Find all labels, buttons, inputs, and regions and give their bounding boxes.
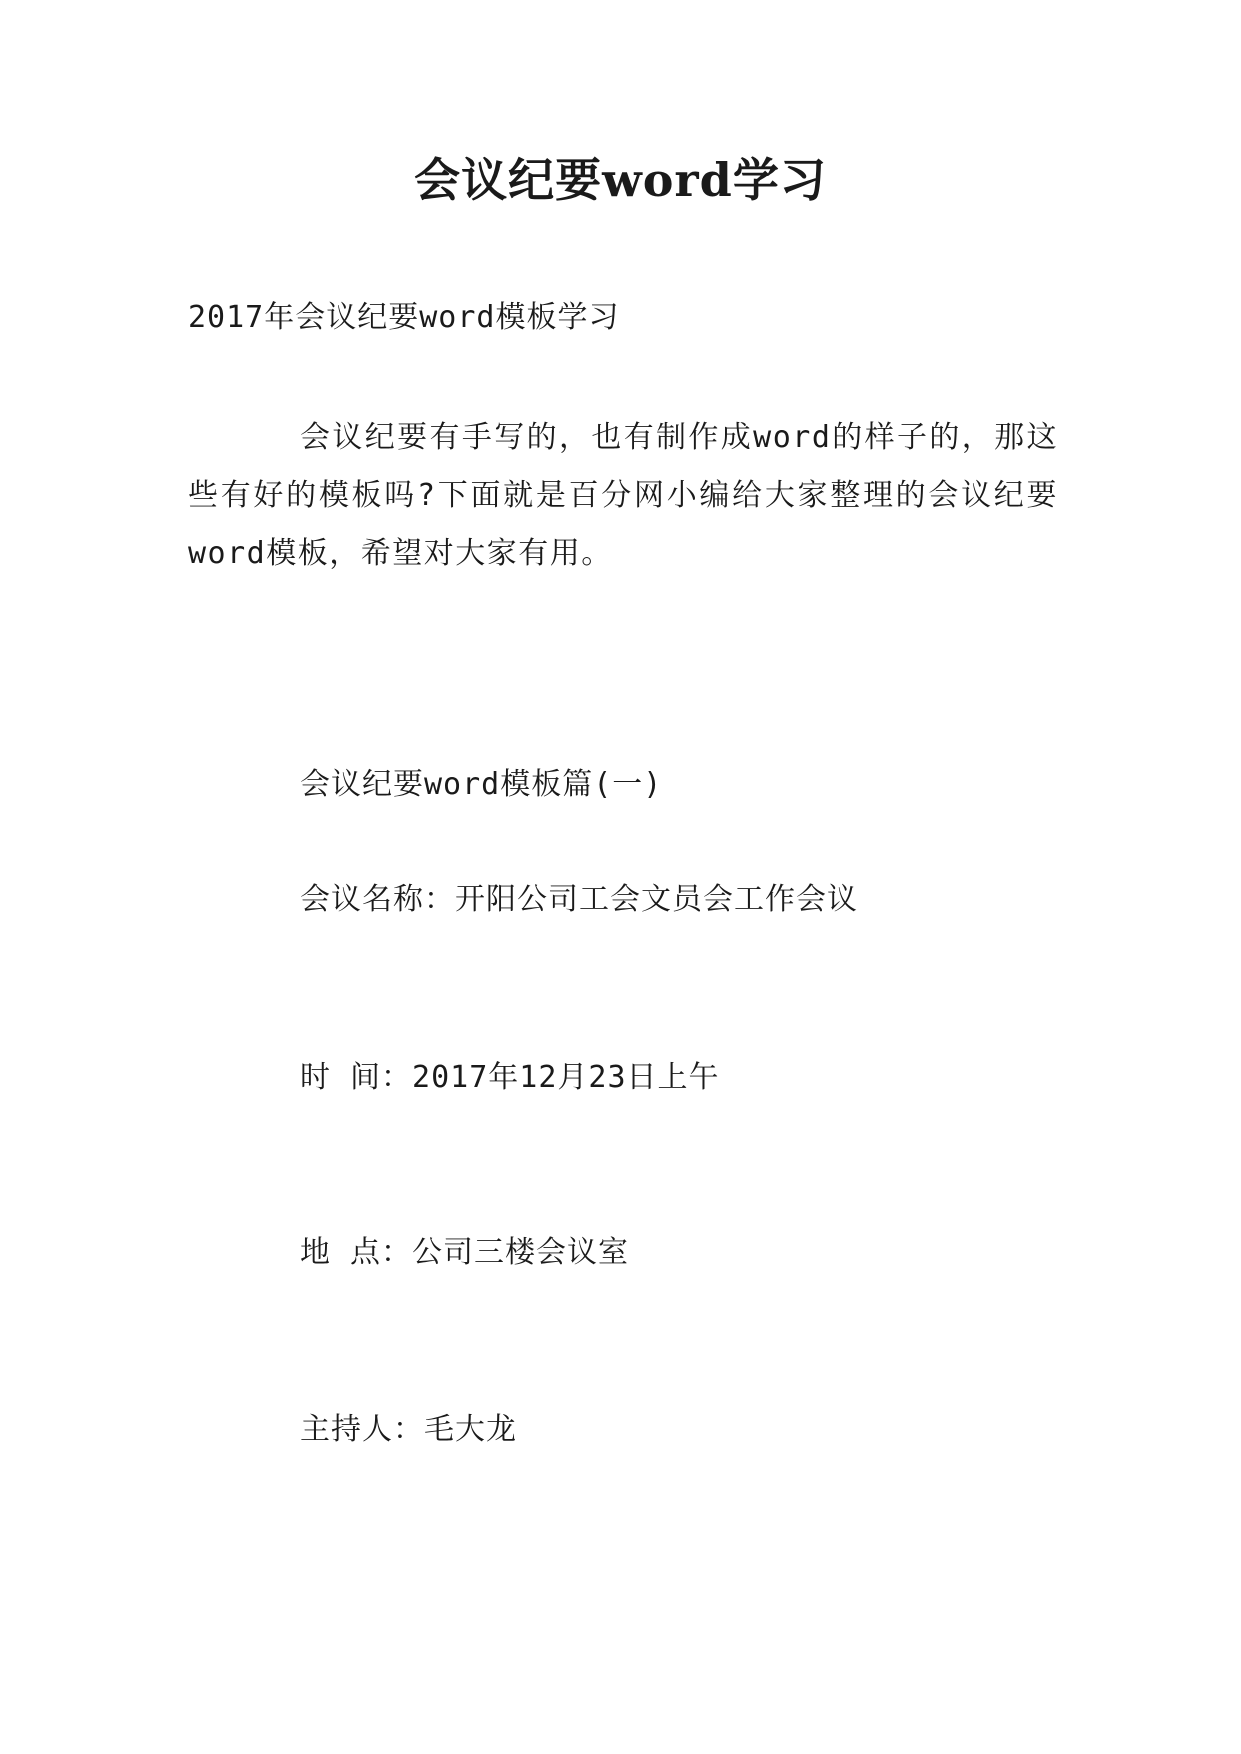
intro-paragraph: 会议纪要有手写的，也有制作成word的样子的，那这些有好的模板吗?下面就是百分网小编给大家整理的会议纪要word模板，希望对大家有用。 bbox=[188, 420, 1058, 571]
document-title: 会议纪要word学习 bbox=[414, 153, 827, 207]
meeting-time-line: 时 间：2017年12月23日上午 bbox=[300, 1060, 720, 1095]
meeting-name-line: 会议名称：开阳公司工会文员会工作会议 bbox=[300, 882, 858, 917]
meeting-host-line: 主持人：毛大龙 bbox=[300, 1412, 517, 1447]
document-subtitle: 2017年会议纪要word模板学习 bbox=[188, 300, 620, 335]
section-heading: 会议纪要word模板篇(一) bbox=[300, 767, 663, 802]
meeting-place-line: 地 点：公司三楼会议室 bbox=[300, 1235, 630, 1270]
